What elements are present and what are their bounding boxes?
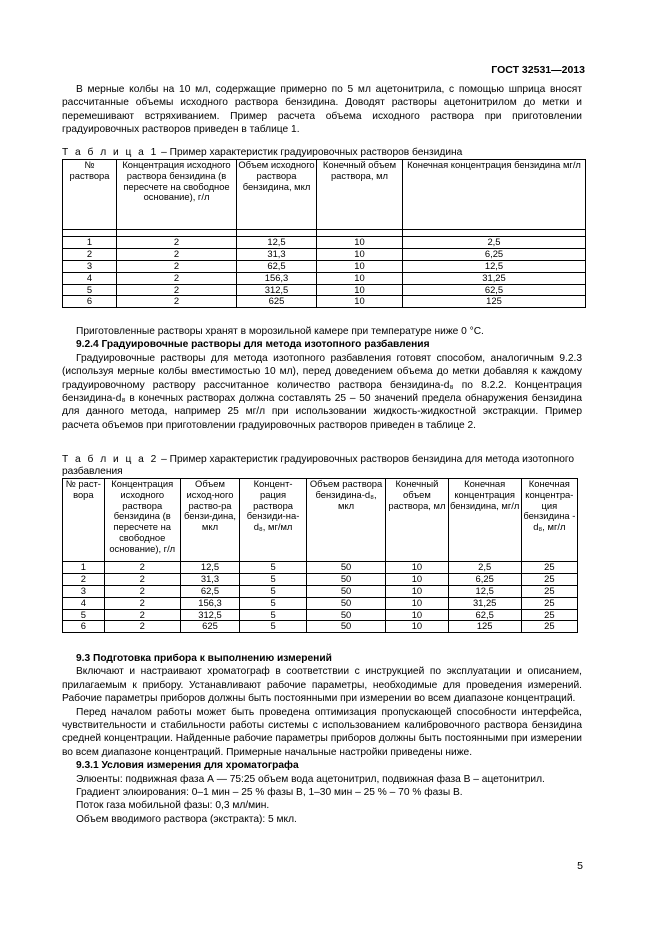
table2-header-cell: Конечная концентра-ция бензидина -d₈, мг/л bbox=[521, 479, 577, 562]
table-cell: 31,25 bbox=[448, 597, 521, 609]
table-cell: 25 bbox=[521, 597, 577, 609]
section-heading-9-3-1: 9.3.1 Условия измерения для хроматографа bbox=[76, 760, 299, 772]
table-cell: 10 bbox=[317, 260, 403, 272]
table-cell: 25 bbox=[521, 562, 577, 574]
table-cell: 2 bbox=[117, 260, 237, 272]
table1-caption-text: – Пример характеристик градуировочных растворов бензидина bbox=[158, 147, 463, 158]
table-cell: 2 bbox=[104, 585, 180, 597]
table-cell: 2 bbox=[104, 597, 180, 609]
table-cell: 2 bbox=[117, 237, 237, 249]
table2-header-cell: Объем исход-ного раство-ра бензи-дина, мкл bbox=[180, 479, 239, 562]
table-cell: 10 bbox=[386, 585, 449, 597]
table-cell: 2 bbox=[117, 296, 237, 308]
table-cell: 2 bbox=[117, 248, 237, 260]
table1-caption-label: Т а б л и ц а 1 bbox=[62, 147, 159, 158]
table-cell: 2 bbox=[104, 573, 180, 585]
table-row bbox=[63, 573, 578, 585]
table2-header-cell: Конечный объем раствора, мл bbox=[386, 479, 449, 562]
table-cell: 50 bbox=[306, 621, 385, 633]
table-cell: 5 bbox=[240, 562, 307, 574]
table-cell: 5 bbox=[240, 573, 307, 585]
table-cell: 312,5 bbox=[180, 609, 239, 621]
document-code: ГОСТ 32531—2013 bbox=[491, 64, 585, 76]
paragraph-text: Поток газа мобильной фазы: 0,3 мл/мин. bbox=[76, 800, 270, 812]
table-row bbox=[63, 237, 586, 249]
paragraph-text: Объем вводимого раствора (экстракта): 5 мкл. bbox=[76, 813, 297, 825]
table1-header-cell: Объем исходного раствора бензидина, мкл bbox=[237, 160, 317, 230]
table2-header-cell: Конечная концентрация бензидина, мг/л bbox=[448, 479, 521, 562]
paragraph-text: Включают и настраивают хроматограф в соответствии с инструкцией по эксплуатации и описанием, прилагаемым к прибору. Устанавливают рабочие параметры, необходимые для проведения измерений. Рабочие параметры приборов должны быть постоянными при измерении во всем диапазоне концентраций. bbox=[62, 666, 582, 705]
table-cell: 6 bbox=[63, 621, 105, 633]
table-cell: 6,25 bbox=[448, 573, 521, 585]
section-heading-9-3: 9.3 Подготовка прибора к выполнению измерений bbox=[76, 653, 332, 664]
table2-header-row bbox=[63, 479, 578, 562]
table-cell: 12,5 bbox=[180, 562, 239, 574]
table-cell: 2 bbox=[104, 562, 180, 574]
table2-header-cell: Концентрация исходного раствора бензидина (в пересчете на свободное основание), г/л bbox=[104, 479, 180, 562]
table-cell: 125 bbox=[448, 621, 521, 633]
table-cell: 25 bbox=[521, 585, 577, 597]
table-cell: 2,5 bbox=[403, 237, 586, 249]
table-cell: 156,3 bbox=[180, 597, 239, 609]
table-cell: 50 bbox=[306, 609, 385, 621]
table-row bbox=[63, 562, 578, 574]
table-cell: 2 bbox=[63, 573, 105, 585]
table-cell: 4 bbox=[63, 597, 105, 609]
table-cell: 12,5 bbox=[237, 237, 317, 249]
table-cell: 31,3 bbox=[180, 573, 239, 585]
section-9-3 bbox=[62, 652, 582, 826]
table-cell: 5 bbox=[63, 609, 105, 621]
table-cell: 1 bbox=[63, 562, 105, 574]
table-cell: 5 bbox=[240, 585, 307, 597]
section-heading-9-2-4: 9.2.4 Градуировочные растворы для метода изотопного разбавления bbox=[76, 339, 430, 351]
table-row bbox=[63, 284, 586, 296]
table2-caption-text: – Пример характеристик градуировочных растворов бензидина для метода изотопного разбавления bbox=[62, 454, 575, 477]
table1-header-cell: № раствора bbox=[63, 160, 117, 230]
table-cell: 5 bbox=[240, 597, 307, 609]
table-cell: 10 bbox=[386, 573, 449, 585]
table1-header-row bbox=[63, 160, 586, 230]
table2-caption bbox=[62, 454, 587, 478]
table-cell: 625 bbox=[180, 621, 239, 633]
table2 bbox=[62, 478, 578, 633]
table-cell: 625 bbox=[237, 296, 317, 308]
table-cell: 50 bbox=[306, 597, 385, 609]
table-cell: 62,5 bbox=[403, 284, 586, 296]
table-cell: 50 bbox=[306, 585, 385, 597]
table2-header-cell: № раст-вора bbox=[63, 479, 105, 562]
table-cell: 25 bbox=[521, 621, 577, 633]
paragraph-text: Элюенты: подвижная фаза А — 75:25 объем вода ацетонитрил, подвижная фаза В – ацетонитрил. bbox=[76, 773, 545, 785]
table-cell: 10 bbox=[386, 621, 449, 633]
table-cell: 10 bbox=[317, 237, 403, 249]
paragraph-text: Градиент элюирования: 0–1 мин – 25 % фазы В, 1–30 мин – 25 % – 70 % фазы В. bbox=[76, 787, 463, 799]
paragraph-text: Перед началом работы может быть проведена оптимизация пропускающей способности интерфейса, чувствительности и стабильности работы системы с использованием калибровочного раствора бензидина средней концентрации. Найденные рабочие параметры приборов должны быть постоянными при измерении во всем диапазоне концентраций. Примерные начальные настройки приведены ниже. bbox=[62, 706, 582, 758]
paragraph-volumetric-flasks bbox=[62, 83, 582, 137]
table-cell: 10 bbox=[317, 248, 403, 260]
paragraph-storage bbox=[62, 325, 582, 432]
table-cell: 10 bbox=[317, 296, 403, 308]
table1-spacer-row bbox=[63, 230, 586, 237]
table-cell: 2 bbox=[104, 609, 180, 621]
table1-header-cell: Конечный объем раствора, мл bbox=[317, 160, 403, 230]
table-cell: 25 bbox=[521, 609, 577, 621]
table-row bbox=[63, 585, 578, 597]
table-cell: 2 bbox=[117, 272, 237, 284]
table-row bbox=[63, 260, 586, 272]
table-cell: 3 bbox=[63, 260, 117, 272]
table-cell: 10 bbox=[317, 272, 403, 284]
table-cell: 125 bbox=[403, 296, 586, 308]
table-cell: 10 bbox=[317, 284, 403, 296]
table-cell: 12,5 bbox=[448, 585, 521, 597]
table-row bbox=[63, 272, 586, 284]
table-cell: 6 bbox=[63, 296, 117, 308]
table-cell: 25 bbox=[521, 573, 577, 585]
table-cell: 10 bbox=[386, 562, 449, 574]
table-cell: 2 bbox=[63, 248, 117, 260]
table-cell: 10 bbox=[386, 609, 449, 621]
table-cell: 50 bbox=[306, 562, 385, 574]
table-cell: 62,5 bbox=[237, 260, 317, 272]
table-cell: 3 bbox=[63, 585, 105, 597]
table-row bbox=[63, 609, 578, 621]
table2-header-cell: Концент-рация раствора бензиди-на-d₈, мг/мл bbox=[240, 479, 307, 562]
table-cell: 62,5 bbox=[180, 585, 239, 597]
page-number: 5 bbox=[577, 860, 583, 872]
table1-caption bbox=[62, 147, 587, 159]
table-row bbox=[63, 597, 578, 609]
table-row bbox=[63, 248, 586, 260]
table-cell: 12,5 bbox=[403, 260, 586, 272]
table-row bbox=[63, 296, 586, 308]
table-cell: 31,25 bbox=[403, 272, 586, 284]
paragraph-text: В мерные колбы на 10 мл, содержащие примерно по 5 мл ацетонитрила, с помощью шприца вносят рассчитанные объемы исходного раствора бензидина. Доводят растворы ацетонитрилом до метки и перемешивают встряхиванием. Пример расчета объема исходного раствора при приготовлении градуировочных растворов приведен в таблице 1. bbox=[62, 84, 582, 136]
table2-caption-label: Т а б л и ц а 2 bbox=[62, 454, 159, 465]
table-cell: 5 bbox=[63, 284, 117, 296]
table-cell: 4 bbox=[63, 272, 117, 284]
table1 bbox=[62, 159, 586, 308]
table-cell: 2 bbox=[117, 284, 237, 296]
table1-header-cell: Конечная концентрация бензидина мг/л bbox=[403, 160, 586, 230]
table-row bbox=[63, 621, 578, 633]
table-cell: 5 bbox=[240, 609, 307, 621]
table-cell: 312,5 bbox=[237, 284, 317, 296]
table-cell: 6,25 bbox=[403, 248, 586, 260]
table-cell: 62,5 bbox=[448, 609, 521, 621]
table-cell: 2,5 bbox=[448, 562, 521, 574]
table-cell: 10 bbox=[386, 597, 449, 609]
table-cell: 1 bbox=[63, 237, 117, 249]
table2-header-cell: Объем раствора бензидина-d₈, мкл bbox=[306, 479, 385, 562]
paragraph-text: Приготовленные растворы хранят в морозильной камере при температуре ниже 0 °С. bbox=[76, 326, 484, 337]
table-cell: 156,3 bbox=[237, 272, 317, 284]
paragraph-text: Градуировочные растворы для метода изотопного разбавления готовят способом, аналогичным 9.2.3 (используя мерные колбы вместимостью 10 мл), перед доведением объема до метки добавляя к каждому градуировочному раствору рассчитанное количество раствора бензидина-d₈ по 8.2.2. Концентрация бензидина-d₈ в конечных растворах должна составлять 25 – 50 значений предела обнаружения бензидина для данного метода, например 25 мг/л при использовании жидкость-жидкостной экстракции. Пример расчета объемов при приготовлении градуировочных растворов приведен в таблице 2. bbox=[62, 352, 582, 431]
table-cell: 31,3 bbox=[237, 248, 317, 260]
table-cell: 2 bbox=[104, 621, 180, 633]
table1-header-cell: Концентрация исходного раствора бензидина (в пересчете на свободное основание), г/л bbox=[117, 160, 237, 230]
table-cell: 50 bbox=[306, 573, 385, 585]
table-cell: 5 bbox=[240, 621, 307, 633]
